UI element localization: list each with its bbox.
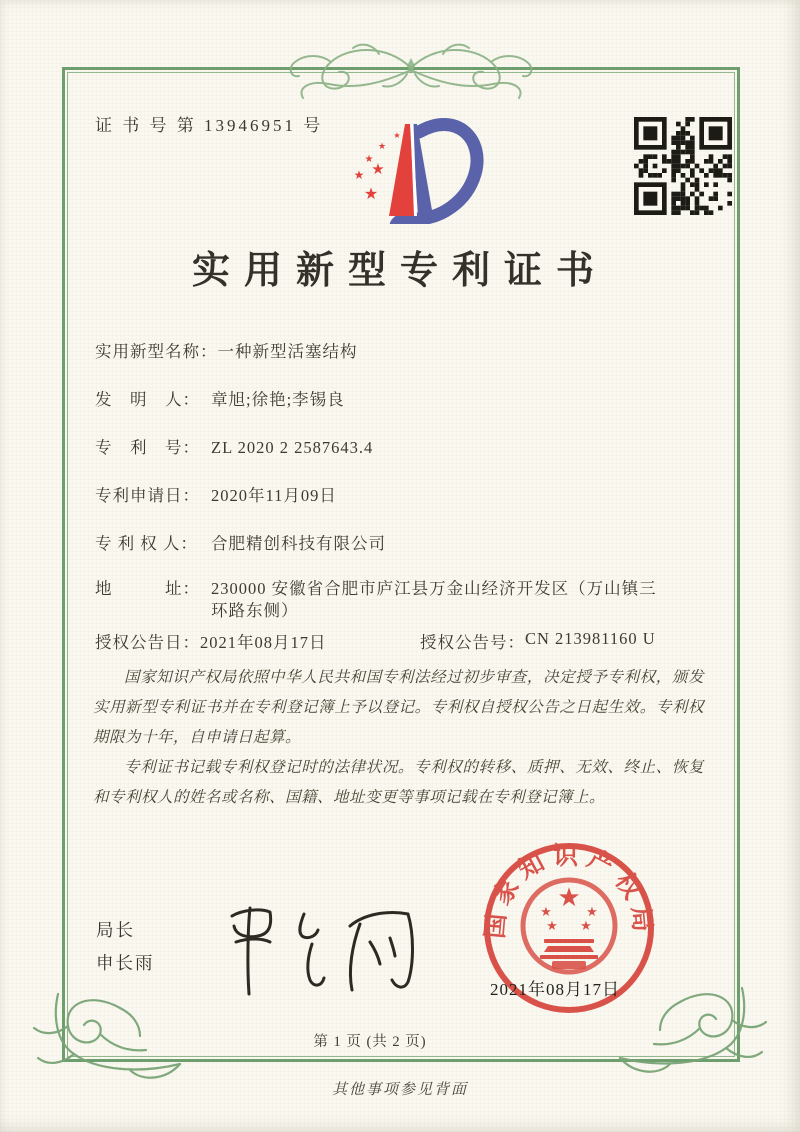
field-row-address — [95, 578, 700, 623]
field-row-patent-number — [95, 437, 700, 459]
field-row-name — [95, 341, 700, 363]
field-label: 专利申请日： — [95, 486, 200, 505]
certificate-number: 证 书 号 第 13946951 号 — [95, 116, 324, 135]
svg-text:★: ★ — [580, 918, 592, 933]
back-note: 其他事项参见背面 — [331, 1082, 468, 1098]
field-row-inventors — [95, 389, 700, 411]
field-row-filing-date — [95, 485, 700, 507]
field-label: 实用新型名称： — [95, 342, 218, 361]
svg-text:★: ★ — [586, 904, 598, 919]
field-value: 合肥精创科技有限公司 — [211, 534, 386, 553]
certificate-title: 实用新型专利证书 — [191, 250, 608, 292]
svg-text:★: ★ — [371, 162, 385, 178]
svg-text:★: ★ — [557, 883, 581, 912]
svg-text:★: ★ — [363, 186, 379, 203]
grant-date: 授权公告日： 2021年08月17日 — [95, 633, 327, 652]
field-label: 专 利 权 人： — [95, 534, 198, 553]
field-value: 230000 安徽省合肥市庐江县万金山经济开发区（万山镇三环路东侧） — [211, 579, 657, 621]
commissioner-title: 局长 — [96, 920, 135, 940]
paragraph-register-statement: 专利证书记载专利权登记时的法律状况。专利权的转移、质押、无效、终止、恢复和专利权人的姓名或名称、国籍、地址变更等事项记载在专利登记簿上。 — [93, 758, 704, 806]
page-number: 第 1 页 (共 2 页) — [313, 1034, 427, 1050]
svg-text:★: ★ — [377, 141, 387, 151]
svg-text:★: ★ — [353, 168, 365, 182]
commissioner-name: 申长雨 — [96, 953, 155, 974]
seal-text: 国家知识产权局 — [481, 843, 657, 940]
qr-code — [634, 117, 732, 215]
seal-date: 2021年08月17日 — [490, 980, 620, 999]
signature-handwriting-icon — [212, 886, 437, 1001]
paragraph-grant-statement: 国家知识产权局依照中华人民共和国专利法经过初步审查，决定授予专利权，颁发实用新型专利证书并在专利登记簿上予以登记。专利权自授权公告之日起生效。专利权期限为十年，自申请日起算。 — [93, 669, 704, 746]
grant-row — [95, 629, 722, 653]
field-row-patentee — [95, 533, 700, 555]
field-label: 专 利 号： — [95, 438, 200, 457]
svg-text:★: ★ — [364, 154, 374, 165]
grant-number: 授权公告号： CN 213981160 U — [420, 629, 656, 652]
field-value: 章旭;徐艳;李锡良 — [211, 390, 345, 409]
svg-text:★: ★ — [546, 918, 558, 933]
field-value: 2020年11月09日 — [211, 486, 337, 505]
svg-text:★: ★ — [393, 131, 401, 140]
field-value: 一种新型活塞结构 — [217, 342, 358, 361]
field-label: 发 明 人： — [95, 390, 200, 409]
legal-text — [93, 663, 704, 813]
commissioner-block — [96, 914, 155, 981]
field-label: 地 址： — [95, 579, 200, 598]
svg-text:★: ★ — [540, 904, 552, 919]
cnipa-logo-icon — [333, 102, 503, 224]
field-value: ZL 2020 2 2587643.4 — [211, 438, 374, 457]
